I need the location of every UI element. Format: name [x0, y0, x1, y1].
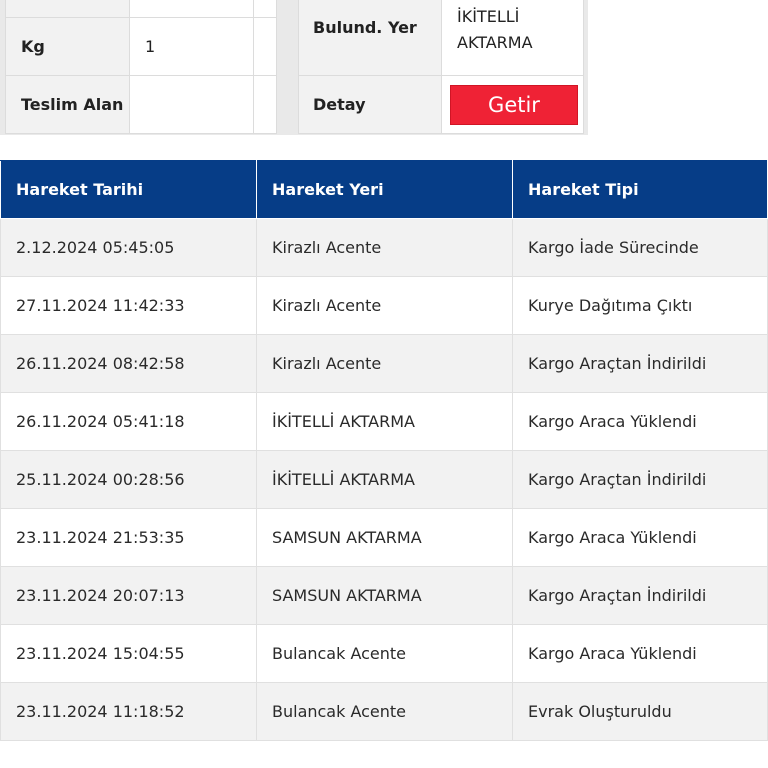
info-label-location: Bulund. Yer: [299, 0, 442, 76]
cell-date: 26.11.2024 05:41:18: [1, 393, 257, 451]
info-label: [6, 0, 130, 18]
location-line-1: İKİTELLİ: [457, 7, 520, 26]
cell-place: SAMSUN AKTARMA: [257, 509, 513, 567]
info-value: [130, 0, 254, 18]
location-line-2: AKTARMA: [457, 33, 533, 52]
shipment-info-left-panel: [0, 0, 293, 135]
cell-date: 23.11.2024 15:04:55: [1, 625, 257, 683]
info-row-receiver: [6, 76, 277, 134]
cell-place: Bulancak Acente: [257, 683, 513, 741]
table-row: [1, 509, 768, 567]
cell-place: Kirazlı Acente: [257, 219, 513, 277]
cell-date: 25.11.2024 00:28:56: [1, 451, 257, 509]
getir-button[interactable]: Getir: [450, 85, 578, 125]
cell-place: Kirazlı Acente: [257, 277, 513, 335]
cell-place: İKİTELLİ AKTARMA: [257, 451, 513, 509]
cell-type: Kargo Araca Yüklendi: [513, 625, 768, 683]
cell-type: Kargo Araçtan İndirildi: [513, 451, 768, 509]
shipment-info-left-table: [5, 0, 277, 134]
cell-type: Kargo Araçtan İndirildi: [513, 567, 768, 625]
info-spacer: [254, 76, 277, 134]
cell-date: 2.12.2024 05:45:05: [1, 219, 257, 277]
cell-type: Kargo İade Sürecinde: [513, 219, 768, 277]
cell-date: 23.11.2024 20:07:13: [1, 567, 257, 625]
info-value-location: [442, 0, 584, 76]
cell-type: Evrak Oluşturuldu: [513, 683, 768, 741]
info-value-kg: 1: [130, 18, 254, 76]
info-row-hidden: [6, 0, 277, 18]
info-label-receiver: Teslim Alan: [6, 76, 130, 134]
table-row: [1, 683, 768, 741]
cell-date: 23.11.2024 11:18:52: [1, 683, 257, 741]
info-spacer: [254, 0, 277, 18]
cell-type: Kargo Araca Yüklendi: [513, 393, 768, 451]
info-spacer: [254, 18, 277, 76]
table-row: [1, 625, 768, 683]
cell-place: SAMSUN AKTARMA: [257, 567, 513, 625]
cell-place: İKİTELLİ AKTARMA: [257, 393, 513, 451]
table-row: [1, 219, 768, 277]
shipment-info-right-panel: [293, 0, 588, 135]
header-date: Hareket Tarihi: [1, 161, 257, 219]
table-row: [1, 277, 768, 335]
cell-date: 26.11.2024 08:42:58: [1, 335, 257, 393]
cell-date: 23.11.2024 21:53:35: [1, 509, 257, 567]
info-label-kg: Kg: [6, 18, 130, 76]
movements-header-row: [1, 161, 768, 219]
shipment-info-right-table: [298, 0, 584, 134]
table-row: [1, 393, 768, 451]
header-place: Hareket Yeri: [257, 161, 513, 219]
info-value-receiver: [130, 76, 254, 134]
table-row: [1, 335, 768, 393]
movements-table: [0, 160, 768, 741]
cell-place: Kirazlı Acente: [257, 335, 513, 393]
info-value-detail: [442, 76, 584, 134]
info-label-detail: Detay: [299, 76, 442, 134]
info-row-location: [299, 0, 584, 76]
table-row: [1, 567, 768, 625]
cell-type: Kurye Dağıtıma Çıktı: [513, 277, 768, 335]
info-row-detail: [299, 76, 584, 134]
cell-type: Kargo Araca Yüklendi: [513, 509, 768, 567]
info-row-kg: [6, 18, 277, 76]
cell-type: Kargo Araçtan İndirildi: [513, 335, 768, 393]
header-type: Hareket Tipi: [513, 161, 768, 219]
table-row: [1, 451, 768, 509]
cell-place: Bulancak Acente: [257, 625, 513, 683]
cell-date: 27.11.2024 11:42:33: [1, 277, 257, 335]
